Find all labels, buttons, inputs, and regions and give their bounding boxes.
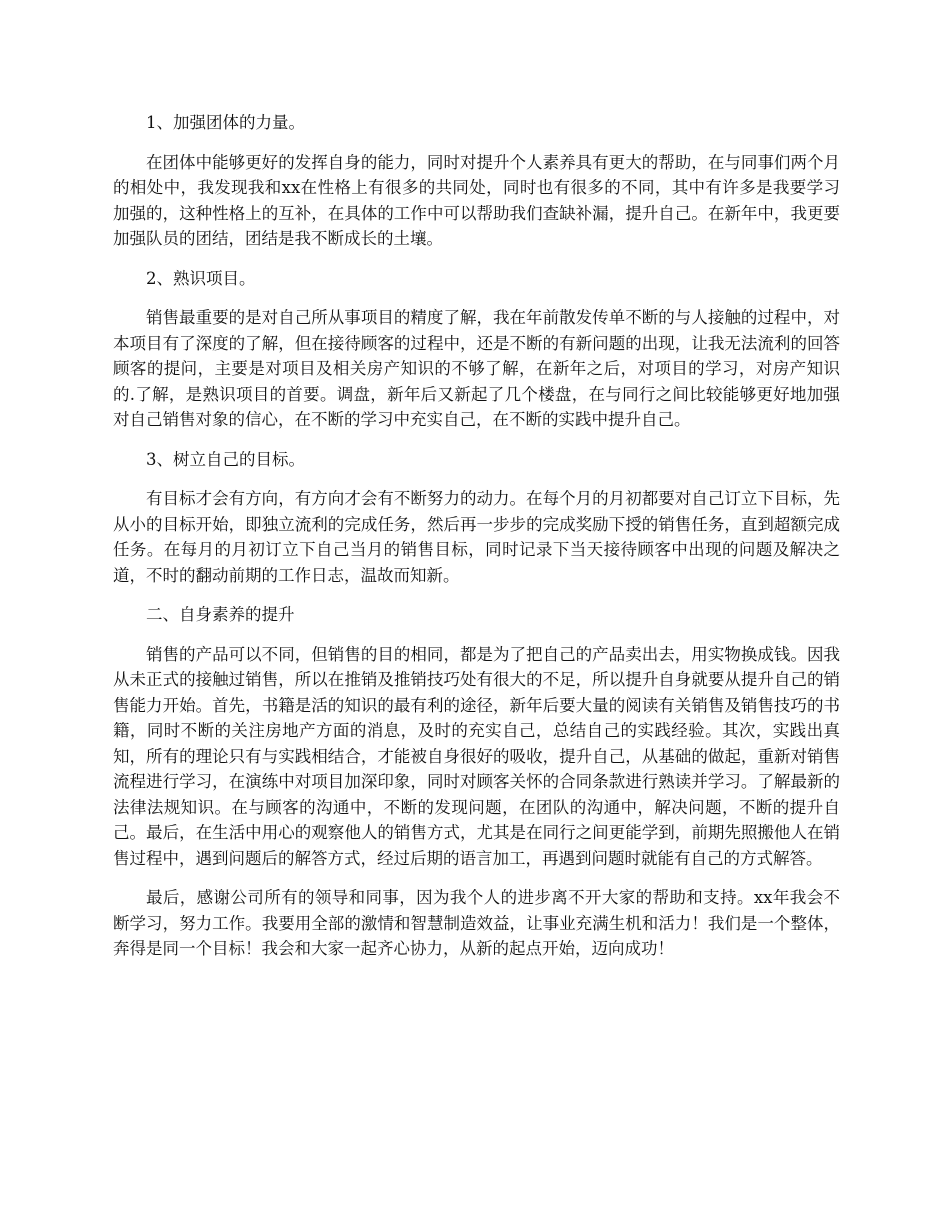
heading-set-goals: 3、树立自己的目标。 — [146, 449, 305, 469]
paragraph-closing: 最后，感谢公司所有的领导和同事，因为我个人的进步离不开大家的帮助和支持。xx年我会不断学习，努力工作。我要用全部的激情和智慧制造效益，让事业充满生机和活力！我们是一个整体，奔得是同一个目标！我会和大家一起齐心协力，从新的起点开始，迈向成功！ — [113, 888, 840, 958]
paragraph-project: 销售最重要的是对自己所从事项目的精度了解，我在年前散发传单不断的与人接触的过程中，对本项目有了深度的了解，但在接待顾客的过程中，还是不断的有新问题的出现，让我无法流利的回答顾客的提问，主要是对项目及相关房产知识的不够了解，在新年之后，对项目的学习，对房产知识的.了解，是熟识项目的首要。调盘，新年后又新起了几个楼盘，在与同行之间比较能够更好地加强对自己销售对象的信心，在不断的学习中充实自己，在不断的实践中提升自己。 — [113, 308, 840, 429]
paragraph-goals: 有目标才会有方向，有方向才会有不断努力的动力。在每个月的月初都要对自己订立下目标，先从小的目标开始，即独立流利的完成任务，然后再一步步的完成奖励下授的销售任务，直到超额完成任务。在每月的月初订立下自己当月的销售目标，同时记录下当天接待顾客中出现的问题及解决之道，不时的翻动前期的工作日志，温故而知新。 — [113, 489, 840, 585]
heading-team-strength: 1、加强团体的力量。 — [146, 113, 305, 132]
paragraph-self-improvement: 销售的产品可以不同，但销售的目的相同，都是为了把自己的产品卖出去，用实物换成钱。因我从未正式的接触过销售，所以在推销及推销技巧处有很大的不足，所以提升自身就要从提升自己的销售能力开始。首先，书籍是活的知识的最有利的途径，新年后要大量的阅读有关销售及销售技巧的书籍，同时不断的关注房地产方面的消息，及时的充实自己，总结自己的实践经验。其次，实践出真知，所有的理论只有与实践相结合，才能被自身很好的吸收，提升自己，从基础的做起，重新对销售流程进行学习，在演练中对项目加深印象，同时对顾客关怀的合同条款进行熟读并学习。了解最新的法律法规知识。在与顾客的沟通中，不断的发现问题，在团队的沟通中，解决问题，不断的提升自己。最后，在生活中用心的观察他人的销售方式，尤其是在同行之间更能学到，前期先照搬他人在销售过程中，遇到问题后的解答方式，经过后期的语言加工，再遇到问题时就能有自己的方式解答。 — [113, 644, 840, 868]
heading-self-improvement: 二、自身素养的提升 — [146, 605, 295, 624]
document-body — [113, 110, 840, 976]
paragraph-team: 在团体中能够更好的发挥自身的能力，同时对提升个人素养具有更大的帮助，在与同事们两个月的相处中，我发现我和xx在性格上有很多的共同处，同时也有很多的不同，其中有许多是我要学习加强的，这种性格上的互补，在具体的工作中可以帮助我们查缺补漏，提升自己。在新年中，我更要加强队员的团结，团结是我不断成长的土壤。 — [113, 152, 840, 248]
heading-know-project: 2、熟识项目。 — [146, 268, 256, 288]
